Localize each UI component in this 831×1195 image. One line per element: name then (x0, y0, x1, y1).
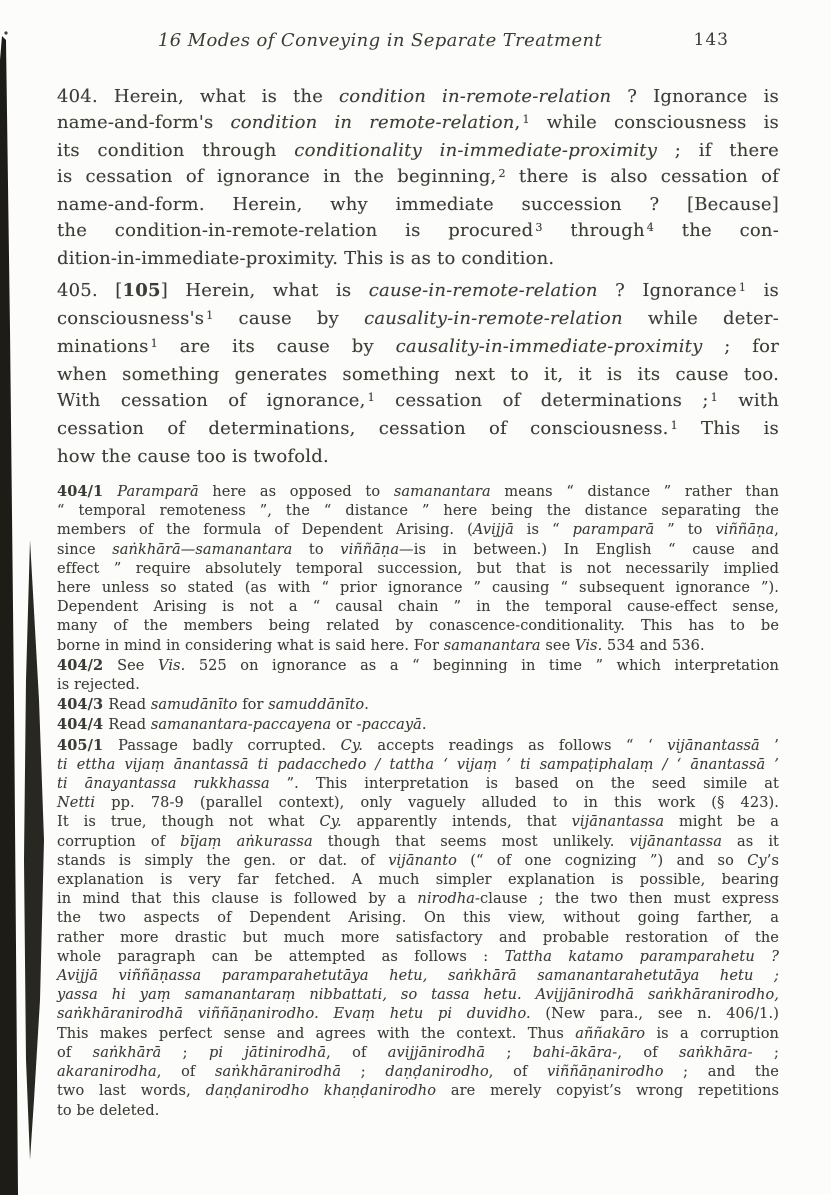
text-segment: is “ (513, 522, 573, 539)
text-segment: viññāṇa (340, 541, 400, 558)
text-segment: might be a (664, 814, 779, 831)
text-segment: to (292, 541, 341, 558)
text-segment: . (364, 697, 369, 714)
text-segment: cause-in-remote-relation (368, 280, 598, 301)
text-segment: This is (677, 418, 779, 439)
text-segment: nirodha (417, 891, 476, 908)
footnote-ref: 1 (522, 112, 530, 126)
text-segment: for (237, 697, 269, 714)
text-segment: saṅkhāranirodhā (215, 1064, 342, 1081)
text-segment: ; (752, 1044, 779, 1061)
text-segment: This makes perfect sense and agrees with the context. Thus (57, 1025, 576, 1042)
text-line (57, 871, 779, 890)
text-segment: condition in remote-relation (230, 112, 515, 133)
text-segment: apparently intends, that (341, 814, 572, 831)
text-segment: is rejected. (57, 677, 140, 694)
text-segment: while deter- (622, 308, 779, 329)
text-segment: Tattha katamo paramparahetu ? (504, 948, 779, 965)
text-segment: saṅkhāra- (679, 1044, 753, 1061)
text-segment: of (57, 1044, 93, 1061)
page-number: 143 (693, 30, 729, 50)
text-segment: yassa hi yaṃ samanantaraṃ nibbattati, so tassa hetu. Avijjānirodhā saṅkhāranirodho, (57, 987, 779, 1004)
text-segment: how the cause too is twofold. (57, 446, 329, 467)
text-segment: ”. This interpretation is based on the seed simile at (269, 776, 779, 793)
text-line (57, 1102, 779, 1121)
text-line (57, 715, 779, 735)
text-segment: stands is simply the gen. or dat. of (57, 852, 389, 869)
text-segment: here as opposed to (198, 484, 394, 500)
text-segment: cessation of determinations ; (374, 390, 709, 411)
text-segment: aññakāro (575, 1025, 646, 1042)
text-segment: Passage badly corrupted. (118, 737, 341, 754)
text-segment: viññāṇa (715, 522, 775, 539)
text-segment: , (514, 112, 521, 133)
text-segment: 404/3 (57, 696, 109, 714)
text-segment: Netti (57, 795, 96, 812)
text-segment: as it (722, 833, 779, 850)
text-segment: ; (485, 1044, 533, 1061)
footnote-ref: 1 (150, 336, 158, 350)
text-segment: to be deleted. (57, 1102, 160, 1119)
text-segment: ; for (702, 336, 779, 357)
text-segment: samuddānīto (268, 697, 365, 714)
text-segment: , of (617, 1044, 680, 1061)
text-segment: is cessation of ignorance in the beginning, (57, 166, 497, 187)
text-segment: Read (108, 697, 151, 714)
text-segment: effect ” require absolutely temporal succession, but that is not necessarily implied (57, 560, 779, 577)
text-segment: ; (161, 1044, 209, 1061)
text-line (57, 736, 779, 756)
text-line (57, 246, 779, 272)
text-segment: when something generates something next to it, it is its cause too. (57, 364, 779, 385)
text-segment: rather more drastic but much more satisfactory and probable restoration of the (57, 929, 779, 946)
text-line (57, 482, 779, 502)
text-line (57, 986, 779, 1005)
text-segment: ; if there (657, 140, 779, 161)
text-line (57, 775, 779, 794)
text-segment: condition in-remote-relation (339, 86, 612, 107)
text-line (57, 541, 779, 560)
text-line (57, 909, 779, 928)
text-segment: Avijjā viññāṇassa paramparahetutāya hetu, saṅkhārā samanantarahetutāya hetu ; (57, 968, 779, 985)
footnote-ref: 1 (738, 280, 747, 294)
text-line (57, 813, 779, 832)
text-segment: ti ettha vijaṃ ānantassā ti padacchedo / tattha ‘ vijaṃ ’ ti sampaṭiphalaṃ / ‘ ānantassā ’ (57, 756, 779, 773)
text-segment: ’s (766, 852, 779, 869)
text-segment: 404/1 (57, 483, 118, 500)
text-segment: akaranirodha (57, 1064, 157, 1081)
footnote-ref: 1 (670, 418, 678, 432)
text-segment: though that seems most unlikely. (312, 833, 630, 850)
text-line (57, 1063, 779, 1082)
text-line (57, 617, 779, 636)
text-line (57, 929, 779, 948)
text-segment: ? Ignorance (597, 280, 737, 301)
text-line (57, 521, 779, 540)
text-segment: (“ of one cognizing ”) and so (456, 852, 748, 869)
text-line (57, 110, 779, 138)
text-segment: causality-in-remote-relation (364, 308, 623, 329)
text-segment: the two aspects of Dependent Arising. On this view, without going farther, a (57, 910, 779, 927)
text-segment: bījaṃ aṅkurassa (180, 833, 313, 850)
text-segment: saṅkhāranirodhā viññāṇanirodho. Evaṃ hetu pi duvidho. (57, 1006, 531, 1023)
text-line (57, 306, 779, 334)
text-segment: . (421, 717, 427, 734)
text-segment: samanantara (393, 484, 491, 500)
text-segment: is (746, 280, 779, 301)
text-segment: , of (326, 1044, 388, 1061)
text-segment: “ temporal remoteness ”, the “ distance ” here being the distance separating the (57, 503, 779, 520)
text-segment: here unless so stated (as with “ prior ignorance ” causing “ subsequent ignorance ”). (57, 580, 779, 597)
text-segment: is a corruption (645, 1025, 779, 1042)
footnotes-section (57, 482, 779, 1121)
text-line (57, 948, 779, 967)
text-segment: since (57, 541, 113, 558)
text-line (57, 890, 779, 909)
text-line (57, 164, 779, 192)
text-line (57, 656, 779, 676)
text-segment: -paccayā (356, 717, 422, 734)
text-segment: 525 on ignorance as a “ beginning in time ” which interpretation (185, 657, 779, 674)
paragraph-405 (57, 278, 779, 470)
body-paragraphs (57, 84, 779, 470)
text-segment: -clause ; the two then must express (475, 891, 779, 908)
text-line (57, 1005, 779, 1024)
text-segment: its condition through (57, 140, 295, 161)
text-segment: samanantara (443, 637, 541, 654)
text-line (57, 416, 779, 444)
text-segment: saṅkhārā (92, 1044, 162, 1061)
text-segment: means “ distance ” rather than (490, 484, 779, 500)
footnote-ref: 3 (535, 220, 543, 234)
footnote-404-4 (57, 715, 779, 735)
text-segment: or (331, 717, 357, 734)
text-segment: Vis. (575, 637, 603, 654)
text-segment: cause by (213, 308, 365, 329)
text-segment: explanation is very far fetched. A much simpler explanation is possible, bearing (57, 872, 779, 889)
text-segment: 405/1 (57, 736, 119, 754)
text-segment: Paramparā (117, 484, 199, 500)
running-header-title: 16 Modes of Conveying in Separate Treatment (157, 30, 603, 51)
text-segment: —is in between.) In English “ cause and (399, 541, 779, 558)
text-segment: name-and-form's (57, 112, 231, 133)
text-segment: pi jātinirodhā (208, 1044, 327, 1061)
text-line (57, 794, 779, 813)
text-segment: corruption of (57, 833, 181, 850)
text-line (57, 676, 779, 695)
text-segment: ; (341, 1064, 386, 1081)
text-segment: ] Herein, what is (160, 280, 369, 301)
text-line (57, 1025, 779, 1044)
text-segment: bahi-ākāra- (532, 1044, 618, 1061)
text-segment: ’ (759, 737, 779, 754)
text-segment: there is also cessation of (505, 166, 779, 187)
text-segment: minations (57, 336, 149, 357)
text-line (57, 637, 779, 656)
running-header (57, 30, 779, 54)
text-segment: paramparā (572, 522, 655, 539)
text-segment: with (717, 390, 780, 411)
text-segment: , (774, 522, 779, 539)
text-segment: Read (108, 717, 151, 734)
text-line (57, 579, 779, 598)
text-line (57, 1082, 779, 1101)
text-line (57, 444, 779, 470)
text-segment: two last words, (57, 1083, 206, 1100)
text-segment: while consciousness is (529, 112, 779, 133)
text-segment: through (542, 220, 645, 241)
footnote-ref: 1 (367, 390, 375, 404)
text-line (57, 695, 779, 715)
text-segment: viññāṇanirodho (547, 1064, 664, 1081)
text-segment: , of (156, 1064, 215, 1081)
text-line (57, 192, 779, 218)
text-segment: vijānantassa (629, 833, 722, 850)
text-segment: , of (488, 1064, 548, 1081)
text-line (57, 1044, 779, 1063)
text-segment: It is true, though not what (57, 814, 320, 831)
text-segment: are its cause by (157, 336, 396, 357)
text-line (57, 852, 779, 871)
text-segment: cessation of determinations, cessation of consciousness. (57, 418, 669, 439)
footnote-404-1 (57, 482, 779, 656)
footnote-ref: 4 (646, 220, 655, 234)
text-segment: members of the formula of Dependent Arising. ( (57, 522, 473, 539)
text-segment: the condition-in-remote-relation is procured (57, 220, 534, 241)
text-segment: ” to (654, 522, 716, 539)
text-segment: Cy. (319, 814, 342, 831)
text-line (57, 756, 779, 775)
text-segment: name-and-form. Herein, why immediate succession ? [Because] (57, 194, 779, 215)
text-segment: vijānantassā (667, 737, 760, 754)
text-segment: Avijjā (472, 522, 514, 539)
text-segment: avijjānirodhā (387, 1044, 486, 1061)
footnote-ref: 2 (498, 166, 506, 180)
text-line (57, 598, 779, 617)
text-line (57, 502, 779, 521)
text-segment: daṇḍanirodho khaṇḍanirodho (205, 1083, 437, 1100)
text-line (57, 362, 779, 388)
footnote-404-2 (57, 656, 779, 695)
text-segment: 404. Herein, what is the (57, 86, 340, 107)
text-segment: Vis. (158, 657, 186, 674)
text-segment: whole paragraph can be attempted as follows : (57, 948, 505, 965)
text-segment: daṇḍanirodho (385, 1064, 489, 1081)
footnote-ref: 1 (710, 390, 718, 404)
text-segment: samudānīto (150, 697, 238, 714)
text-segment: consciousness's (57, 308, 205, 329)
text-segment: 534 and 536. (602, 637, 705, 654)
text-segment: 404/4 (57, 716, 109, 734)
text-line (57, 138, 779, 164)
text-segment: Cy (747, 852, 767, 869)
text-segment: ; and the (663, 1064, 779, 1081)
text-segment: With cessation of ignorance, (57, 390, 366, 411)
footnote-ref: 1 (206, 308, 214, 322)
footnote-404-3 (57, 695, 779, 715)
text-segment: ? Ignorance is (611, 86, 779, 107)
text-segment: many of the members being related by conascence-conditionality. This has to be (57, 618, 779, 635)
text-segment: (New para., see n. 406/1.) (530, 1006, 779, 1023)
text-segment: samanantara-paccayena (150, 717, 332, 734)
text-line (57, 967, 779, 986)
text-segment: conditionality in-immediate-proximity (294, 140, 658, 161)
text-segment: vijānanto (388, 852, 457, 869)
text-segment: the con- (654, 220, 779, 241)
text-segment: in mind that this clause is followed by a (57, 891, 418, 908)
text-segment: See (117, 657, 158, 674)
text-segment: Cy. (340, 737, 363, 754)
text-segment: vijānantassa (571, 814, 665, 831)
text-segment: Dependent Arising is not a “ causal chain ” in the temporal cause-effect sense, (57, 599, 779, 616)
text-segment: 105 (122, 280, 161, 301)
text-segment: dition-in-immediate-proximity. This is as to condition. (57, 248, 555, 269)
text-line (57, 84, 779, 110)
text-segment: see (540, 637, 575, 654)
text-segment: 405. [ (57, 280, 123, 301)
scan-artifact-left-edge (0, 0, 50, 1195)
text-segment: 404/2 (57, 656, 118, 674)
text-line (57, 560, 779, 579)
text-segment: borne in mind in considering what is said here. For (57, 637, 444, 654)
text-segment: causality-in-immediate-proximity (395, 336, 703, 357)
text-segment: saṅkhārā—samanantara (112, 541, 293, 558)
text-line (57, 334, 779, 362)
text-line (57, 388, 779, 416)
text-segment: are merely copyist’s wrong repetitions (436, 1083, 779, 1100)
text-line (57, 833, 779, 852)
page-content (57, 30, 779, 1121)
text-segment: ti ānayantassa rukkhassa (57, 776, 270, 793)
text-line (57, 218, 779, 246)
text-segment: accepts readings as follows “ ‘ (362, 737, 668, 754)
text-segment: pp. 78-9 (parallel context), only vaguely alluded to in this work (§ 423). (95, 795, 779, 812)
text-line (57, 278, 779, 306)
paragraph-404 (57, 84, 779, 272)
footnote-405-1 (57, 736, 779, 1121)
